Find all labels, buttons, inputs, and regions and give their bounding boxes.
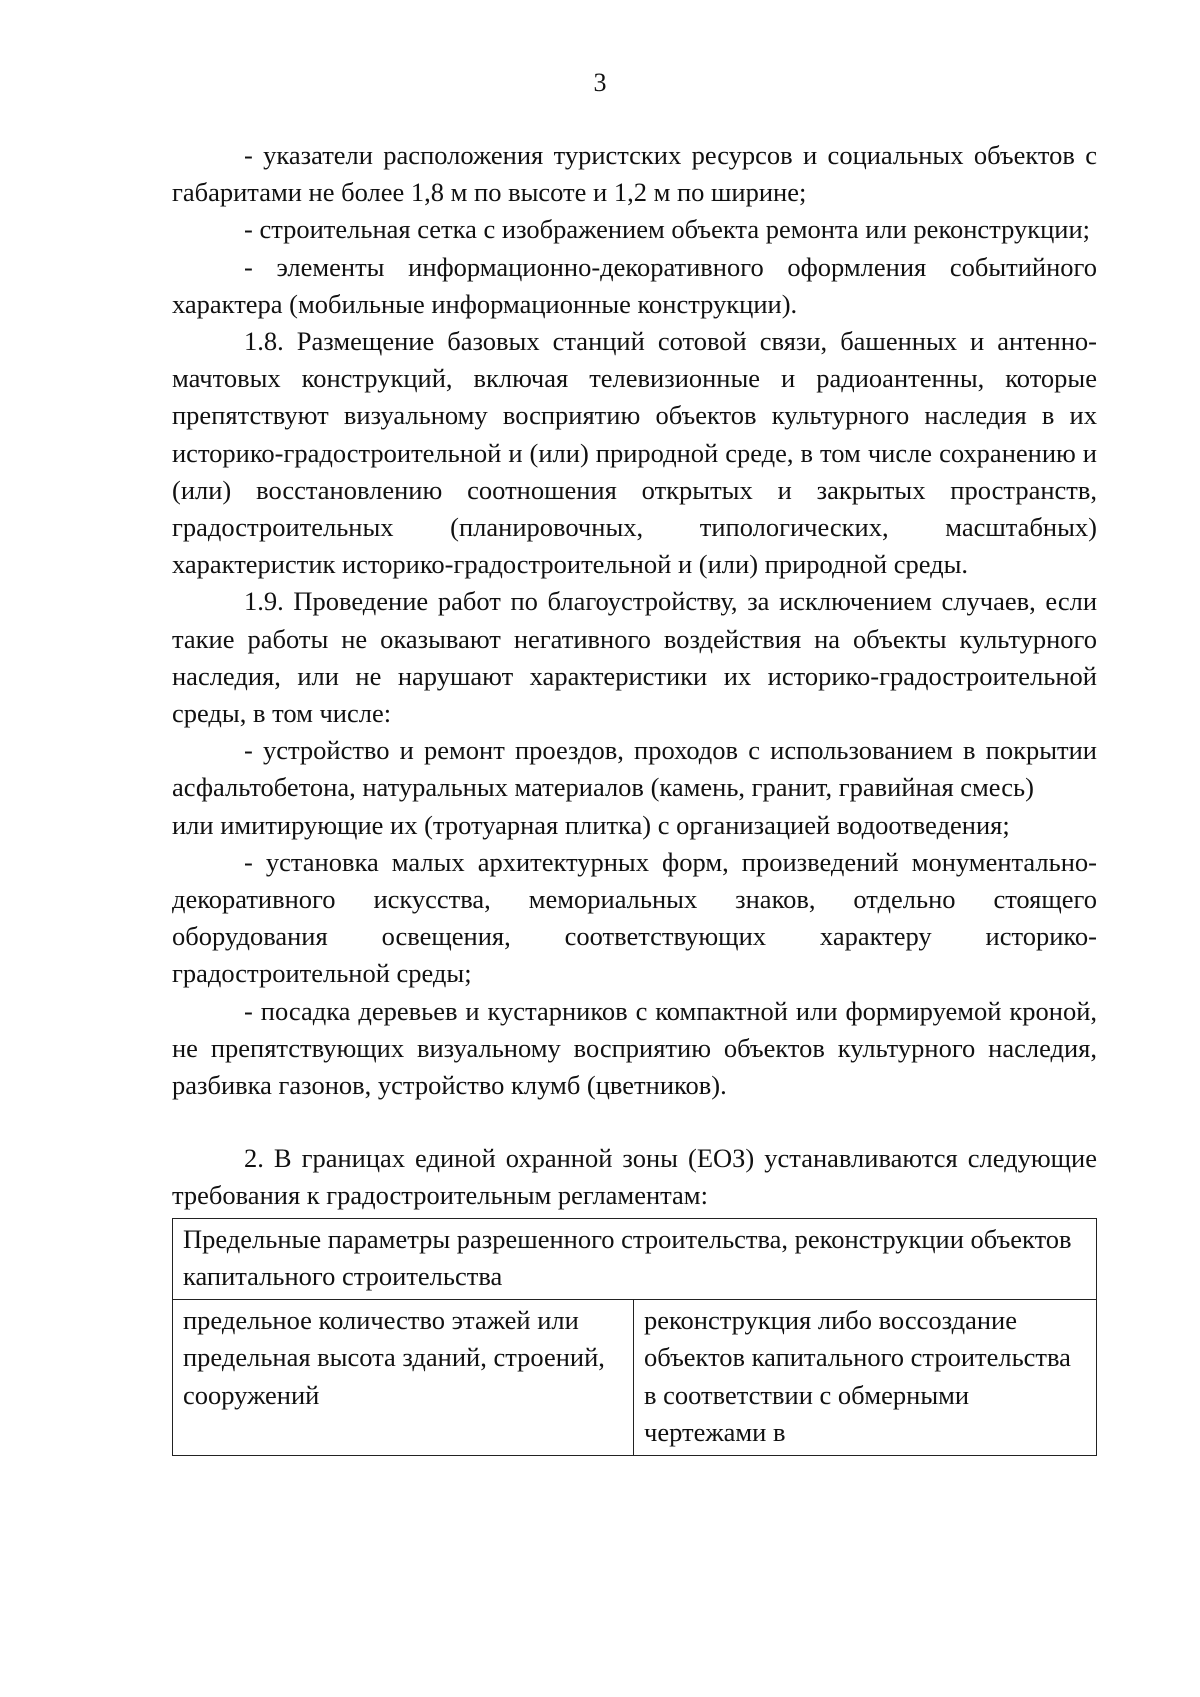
list-item-driveways: - устройство и ремонт проездов, проходов с использованием в покрытии асфальтобетона, натуральных материалов (камень, гранит, гравийная смесь) [172,735,1097,803]
table-header-row [173,1218,1097,1299]
table-row [173,1300,1097,1456]
regulations-table [172,1218,1097,1456]
table-cell-parameter: предельное количество этажей или предельная высота зданий, строений, сооружений [173,1300,634,1456]
list-item-tourist-signs: - указатели расположения туристских ресурсов и социальных объектов с габаритами не более 1,8 м по высоте и 1,2 м по ширине; [172,140,1097,208]
clause-1-9: 1.9. Проведение работ по благоустройству, за исключением случаев, если такие работы не оказывают негативного воздействия на объекты культурного наследия, или не нарушают характеристики их историко-градостроительной среды, в том числе: [172,586,1097,729]
table-cell-value: реконструкция либо воссоздание объектов капитального строительства в соответствии с обмерными чертежами в [634,1300,1097,1456]
document-body [172,137,1097,1456]
clause-1-8: 1.8. Размещение базовых станций сотовой связи, башенных и антенно-мачтовых конструкций, включая телевизионные и радиоантенны, которые препятствуют визуальному восприятию объектов культурного наследия в их историко-градостроительной и (или) природной среде, в том числе сохранению и (или) восстановлению соотношения открытых и закрытых пространств, градостроительных (планировочных, типологических, масштабных) характеристик историко-градостроительной и (или) природной среды. [172,326,1097,580]
section-2-intro: 2. В границах единой охранной зоны (ЕОЗ) устанавливаются следующие требования к градостроительным регламентам: [172,1143,1097,1211]
list-item-small-forms: - установка малых архитектурных форм, произведений монументально-декоративного искусства, мемориальных знаков, отдельно стоящего оборудования освещения, соответствующих характеру историко-градостроительной среды; [172,846,1097,989]
page-number: 3 [593,68,607,97]
list-item-construction-mesh: - строительная сетка с изображением объекта ремонта или реконструкции; [244,214,1091,245]
section-spacer [172,1104,1097,1140]
table-header-cell: Предельные параметры разрешенного строительства, реконструкции объектов капитального строительства [173,1218,1097,1299]
list-item-driveways-continued: или имитирующие их (тротуарная плитка) с организацией водоотведения; [172,809,1010,840]
list-item-decorative-elements: - элементы информационно-декоративного оформления событийного характера (мобильные информационные конструкции). [172,251,1097,319]
list-item-planting: - посадка деревьев и кустарников с компактной или формируемой кроной, не препятствующих визуальному восприятию объектов культурного наследия, разбивка газонов, устройство клумб (цветников). [172,995,1097,1101]
